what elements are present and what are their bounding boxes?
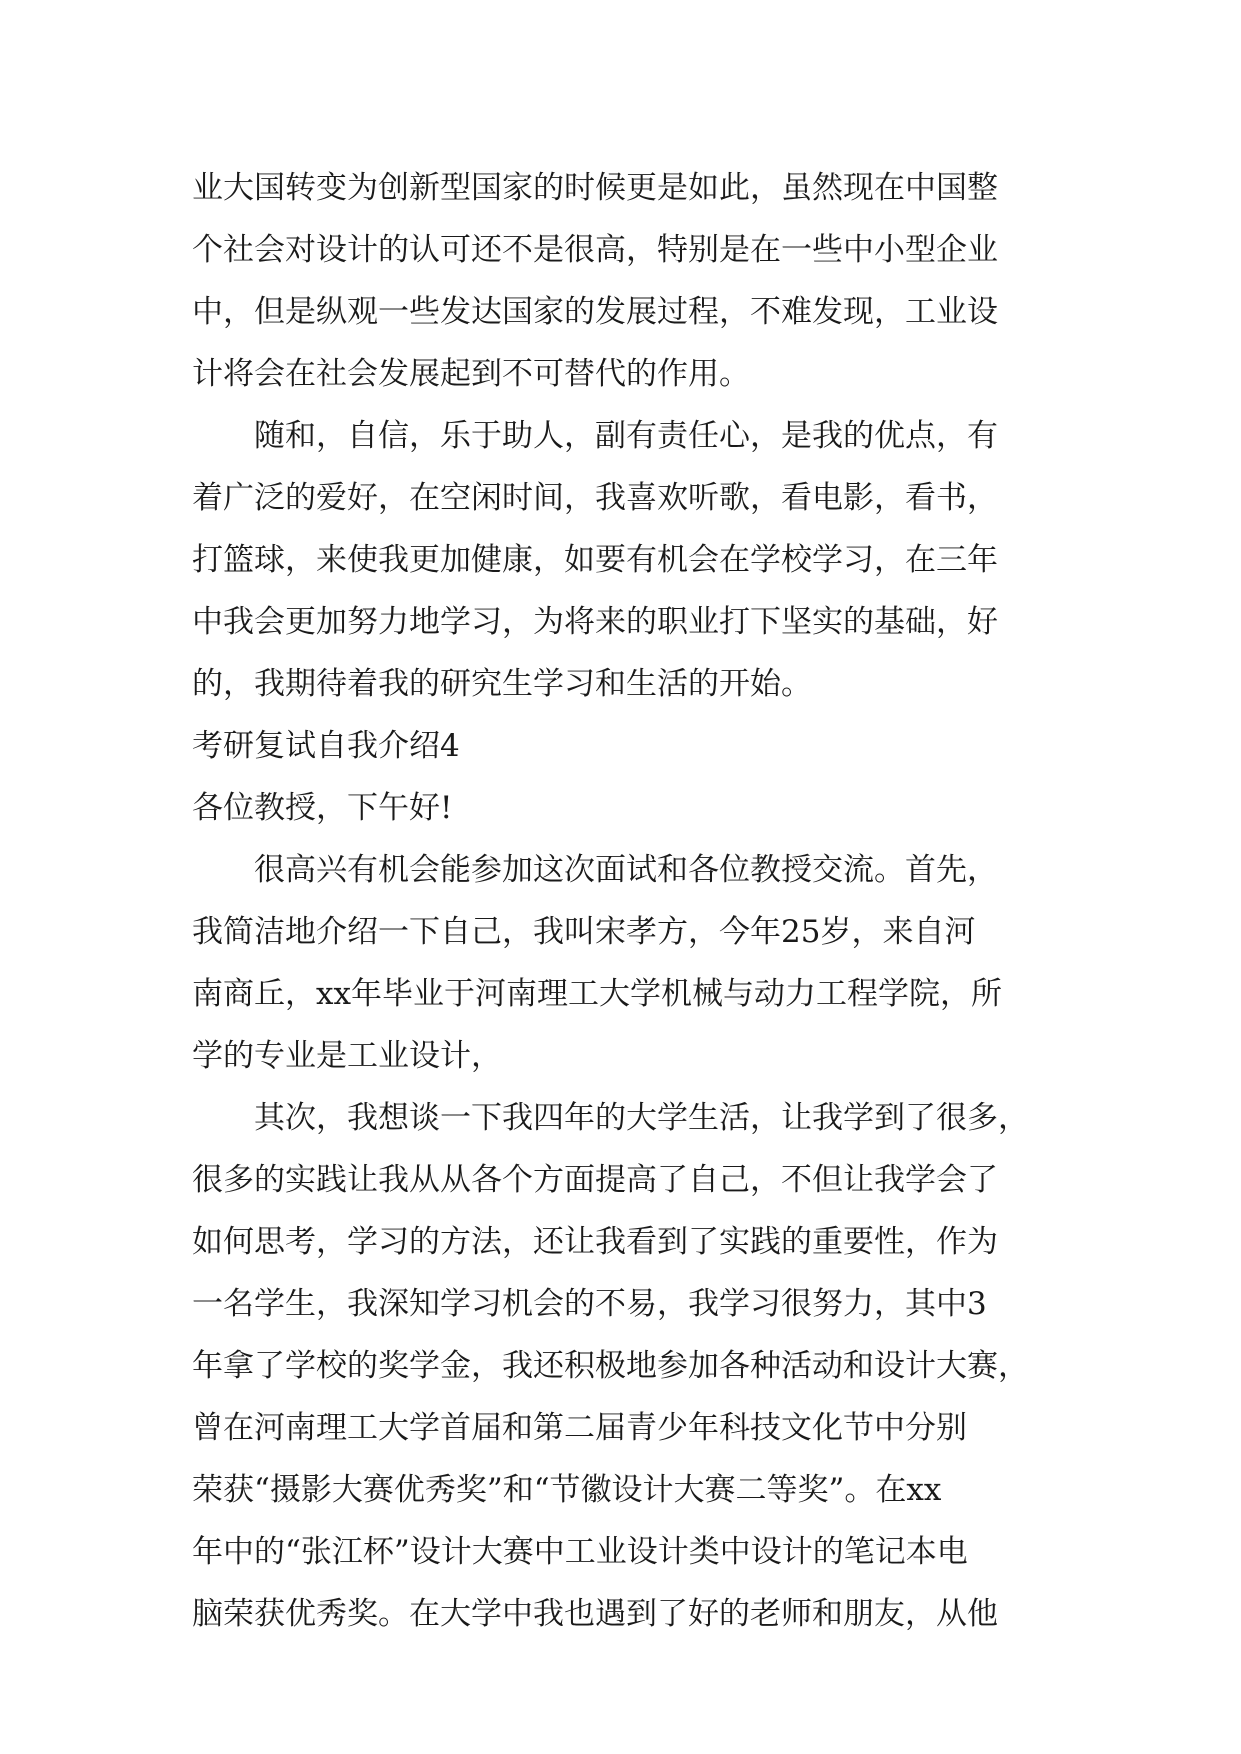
- paragraph-line: 南商丘，xx年毕业于河南理工大学机械与动力工程学院，所: [192, 976, 1002, 1012]
- paragraph-line: 年中的“张江杯”设计大赛中工业设计类中设计的笔记本电: [192, 1534, 968, 1570]
- paragraph-personality: [192, 405, 1072, 715]
- paragraph-line: 着广泛的爱好，在空闲时间，我喜欢听歌，看电影，看书，: [192, 480, 998, 516]
- paragraph-line: 其次，我想谈一下我四年的大学生活，让我学到了很多，: [254, 1100, 1029, 1136]
- paragraph-line: 脑荣获优秀奖。在大学中我也遇到了好的老师和朋友，从他: [192, 1596, 998, 1632]
- paragraph-line: 年拿了学校的奖学金，我还积极地参加各种活动和设计大赛，: [192, 1348, 1029, 1384]
- paragraph-university-life: [192, 1087, 1072, 1645]
- paragraph-line: 的，我期待着我的研究生学习和生活的开始。: [192, 666, 812, 702]
- paragraph-line: 计将会在社会发展起到不可替代的作用。: [192, 356, 750, 392]
- paragraph-line: 业大国转变为创新型国家的时候更是如此，虽然现在中国整: [192, 170, 998, 206]
- paragraph-line: 打篮球，来使我更加健康，如要有机会在学校学习，在三年: [192, 542, 998, 578]
- paragraph-line: 学的专业是工业设计，: [192, 1038, 502, 1074]
- section-heading: 考研复试自我介绍4: [192, 728, 460, 764]
- paragraph-line: 很高兴有机会能参加这次面试和各位教授交流。首先，: [254, 852, 998, 888]
- paragraph-design-industry: [192, 157, 1072, 405]
- paragraph-line: 中我会更加努力地学习，为将来的职业打下坚实的基础，好: [192, 604, 998, 640]
- paragraph-line: 荣获“摄影大赛优秀奖”和“节徽设计大赛二等奖”。在xx: [192, 1472, 942, 1508]
- paragraph-line: 很多的实践让我从从各个方面提高了自己，不但让我学会了: [192, 1162, 998, 1198]
- greeting-line: 各位教授，下午好!: [192, 790, 453, 826]
- paragraph-line: 一名学生，我深知学习机会的不易，我学习很努力，其中3: [192, 1286, 987, 1322]
- paragraph-line: 如何思考，学习的方法，还让我看到了实践的重要性，作为: [192, 1224, 998, 1260]
- paragraph-line: 个社会对设计的认可还不是很高，特别是在一些中小型企业: [192, 232, 998, 268]
- paragraph-self-introduction: [192, 839, 1072, 1087]
- paragraph-line: 曾在河南理工大学首届和第二届青少年科技文化节中分别: [192, 1410, 967, 1446]
- paragraph-line: 中，但是纵观一些发达国家的发展过程，不难发现，工业设: [192, 294, 998, 330]
- paragraph-line: 我简洁地介绍一下自己，我叫宋孝方，今年25岁，来自河: [192, 914, 976, 950]
- paragraph-line: 随和，自信，乐于助人，副有责任心，是我的优点，有: [254, 418, 998, 454]
- document-body: [192, 157, 1072, 1645]
